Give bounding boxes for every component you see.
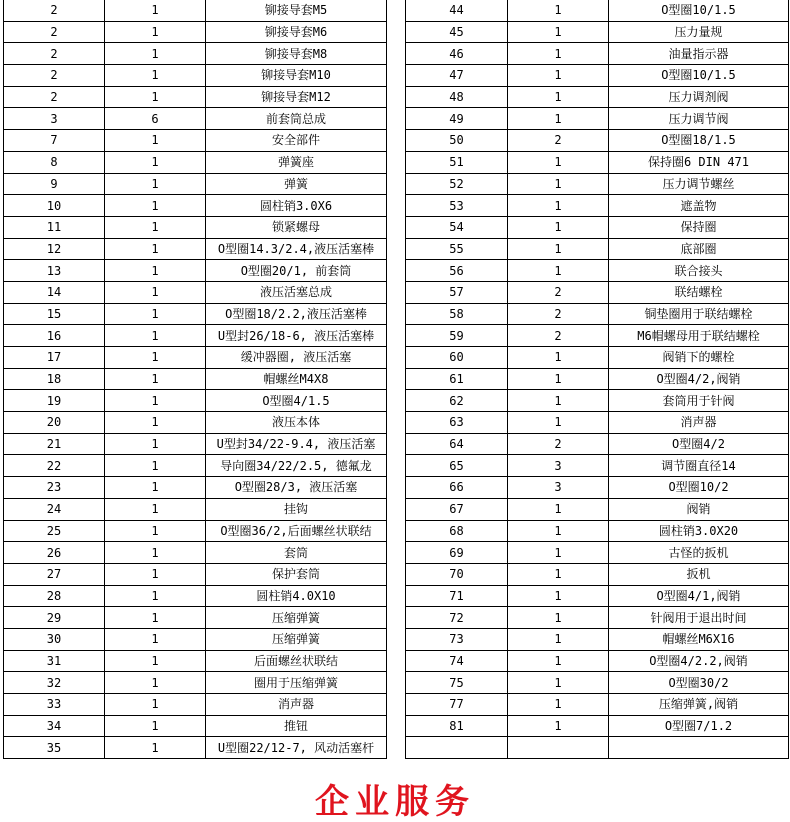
part-name-cell: 推钮 — [206, 715, 387, 737]
table-row — [406, 86, 789, 108]
item-number-cell: 18 — [4, 368, 105, 390]
table-row — [406, 108, 789, 130]
part-name-cell: 圆柱销3.0X6 — [206, 195, 387, 217]
quantity-cell: 1 — [508, 412, 609, 434]
table-row — [406, 368, 789, 390]
part-name-cell: 保持圈6 DIN 471 — [609, 151, 789, 173]
table-row — [406, 412, 789, 434]
item-number-cell: 10 — [4, 195, 105, 217]
item-number-cell: 35 — [4, 737, 105, 759]
quantity-cell: 1 — [105, 715, 206, 737]
table-row — [4, 477, 387, 499]
quantity-cell: 1 — [508, 195, 609, 217]
item-number-cell: 47 — [406, 65, 508, 87]
quantity-cell: 1 — [105, 498, 206, 520]
item-number-cell: 52 — [406, 173, 508, 195]
table-row — [406, 628, 789, 650]
part-name-cell: 圆柱销3.0X20 — [609, 520, 789, 542]
quantity-cell: 1 — [105, 520, 206, 542]
item-number-cell: 64 — [406, 433, 508, 455]
table-row — [4, 303, 387, 325]
quantity-cell: 1 — [105, 607, 206, 629]
quantity-cell: 1 — [105, 43, 206, 65]
part-name-cell: M6帽螺母用于联结螺栓 — [609, 325, 789, 347]
part-name-cell: 弹簧 — [206, 173, 387, 195]
table-row — [406, 195, 789, 217]
part-name-cell: 阀销下的螺栓 — [609, 347, 789, 369]
quantity-cell: 2 — [508, 325, 609, 347]
quantity-cell: 1 — [105, 585, 206, 607]
table-row — [4, 65, 387, 87]
table-row — [406, 216, 789, 238]
table-row — [406, 151, 789, 173]
quantity-cell: 1 — [105, 368, 206, 390]
part-name-cell: 压力调剂阀 — [609, 86, 789, 108]
table-row — [4, 260, 387, 282]
quantity-cell: 1 — [508, 520, 609, 542]
item-number-cell: 17 — [4, 347, 105, 369]
quantity-cell: 1 — [105, 21, 206, 43]
item-number-cell: 66 — [406, 477, 508, 499]
part-name-cell: 铜垫圈用于联结螺栓 — [609, 303, 789, 325]
quantity-cell: 1 — [508, 715, 609, 737]
quantity-cell: 1 — [508, 216, 609, 238]
item-number-cell: 25 — [4, 520, 105, 542]
table-row — [406, 715, 789, 737]
item-number-cell: 26 — [4, 542, 105, 564]
item-number-cell: 33 — [4, 694, 105, 716]
item-number-cell: 61 — [406, 368, 508, 390]
item-number-cell: 29 — [4, 607, 105, 629]
table-row — [4, 585, 387, 607]
quantity-cell: 1 — [105, 433, 206, 455]
part-name-cell: O型圈10/1.5 — [609, 65, 789, 87]
quantity-cell: 1 — [105, 303, 206, 325]
part-name-cell: O型圈4/2,阀销 — [609, 368, 789, 390]
quantity-cell: 1 — [508, 650, 609, 672]
quantity-cell: 1 — [508, 563, 609, 585]
table-row — [406, 65, 789, 87]
table-row — [4, 0, 387, 21]
item-number-cell: 53 — [406, 195, 508, 217]
part-name-cell: O型圈10/1.5 — [609, 0, 789, 21]
item-number-cell: 59 — [406, 325, 508, 347]
part-name-cell — [609, 737, 789, 759]
quantity-cell: 1 — [105, 86, 206, 108]
parts-table-left-body — [4, 0, 387, 759]
item-number-cell: 3 — [4, 108, 105, 130]
item-number-cell: 44 — [406, 0, 508, 21]
item-number-cell: 2 — [4, 86, 105, 108]
table-row — [4, 21, 387, 43]
quantity-cell: 1 — [105, 412, 206, 434]
table-row — [4, 325, 387, 347]
item-number-cell: 57 — [406, 281, 508, 303]
part-name-cell: U型封26/18-6, 液压活塞棒 — [206, 325, 387, 347]
part-name-cell: O型圈28/3, 液压活塞 — [206, 477, 387, 499]
part-name-cell: O型圈10/2 — [609, 477, 789, 499]
part-name-cell: 调节圈直径14 — [609, 455, 789, 477]
quantity-cell: 1 — [105, 173, 206, 195]
part-name-cell: 阀销 — [609, 498, 789, 520]
table-row — [406, 650, 789, 672]
part-name-cell: 保护套筒 — [206, 563, 387, 585]
quantity-cell: 1 — [105, 325, 206, 347]
part-name-cell: 联结螺栓 — [609, 281, 789, 303]
table-row — [406, 303, 789, 325]
table-row — [4, 694, 387, 716]
table-row — [4, 455, 387, 477]
table-row — [4, 737, 387, 759]
part-name-cell: 底部圈 — [609, 238, 789, 260]
item-number-cell: 24 — [4, 498, 105, 520]
part-name-cell: 压缩弹簧 — [206, 607, 387, 629]
part-name-cell: 保持圈 — [609, 216, 789, 238]
quantity-cell: 1 — [508, 86, 609, 108]
quantity-cell: 1 — [508, 65, 609, 87]
section-heading: 企业服务 — [315, 782, 475, 822]
item-number-cell: 71 — [406, 585, 508, 607]
part-name-cell: O型圈36/2,后面螺丝状联结 — [206, 520, 387, 542]
item-number-cell: 7 — [4, 130, 105, 152]
part-name-cell: 压缩弹簧 — [206, 628, 387, 650]
parts-table-left — [3, 0, 387, 759]
quantity-cell: 1 — [105, 0, 206, 21]
quantity-cell: 1 — [105, 347, 206, 369]
item-number-cell: 22 — [4, 455, 105, 477]
item-number-cell — [406, 737, 508, 759]
item-number-cell: 2 — [4, 65, 105, 87]
table-row — [4, 715, 387, 737]
quantity-cell: 2 — [508, 130, 609, 152]
item-number-cell: 16 — [4, 325, 105, 347]
part-name-cell: 铆接导套M12 — [206, 86, 387, 108]
item-number-cell: 67 — [406, 498, 508, 520]
quantity-cell: 3 — [508, 455, 609, 477]
part-name-cell: 消声器 — [609, 412, 789, 434]
item-number-cell: 73 — [406, 628, 508, 650]
quantity-cell: 1 — [508, 628, 609, 650]
item-number-cell: 63 — [406, 412, 508, 434]
item-number-cell: 19 — [4, 390, 105, 412]
table-row — [406, 173, 789, 195]
item-number-cell: 72 — [406, 607, 508, 629]
part-name-cell: O型圈18/1.5 — [609, 130, 789, 152]
part-name-cell: 液压活塞总成 — [206, 281, 387, 303]
quantity-cell: 6 — [105, 108, 206, 130]
item-number-cell: 50 — [406, 130, 508, 152]
quantity-cell: 1 — [508, 21, 609, 43]
part-name-cell: 铆接导套M5 — [206, 0, 387, 21]
part-name-cell: 针阀用于退出时间 — [609, 607, 789, 629]
quantity-cell: 1 — [508, 347, 609, 369]
part-name-cell: 套筒 — [206, 542, 387, 564]
part-name-cell: 锁紧螺母 — [206, 216, 387, 238]
item-number-cell: 45 — [406, 21, 508, 43]
table-row — [4, 520, 387, 542]
table-row — [406, 694, 789, 716]
table-row — [406, 520, 789, 542]
part-name-cell: 消声器 — [206, 694, 387, 716]
part-name-cell: 后面螺丝状联结 — [206, 650, 387, 672]
table-row — [406, 347, 789, 369]
item-number-cell: 9 — [4, 173, 105, 195]
item-number-cell: 58 — [406, 303, 508, 325]
quantity-cell: 1 — [105, 281, 206, 303]
part-name-cell: 压力调节螺丝 — [609, 173, 789, 195]
item-number-cell: 51 — [406, 151, 508, 173]
part-name-cell: 遮盖物 — [609, 195, 789, 217]
quantity-cell: 1 — [508, 0, 609, 21]
part-name-cell: 套筒用于针阀 — [609, 390, 789, 412]
item-number-cell: 11 — [4, 216, 105, 238]
table-row — [4, 390, 387, 412]
table-row — [406, 498, 789, 520]
item-number-cell: 15 — [4, 303, 105, 325]
item-number-cell: 12 — [4, 238, 105, 260]
part-name-cell: 圆柱销4.0X10 — [206, 585, 387, 607]
quantity-cell: 1 — [508, 151, 609, 173]
part-name-cell: 挂钩 — [206, 498, 387, 520]
quantity-cell: 1 — [508, 542, 609, 564]
quantity-cell: 1 — [105, 151, 206, 173]
table-row — [4, 607, 387, 629]
table-row — [4, 672, 387, 694]
quantity-cell: 1 — [508, 368, 609, 390]
part-name-cell: O型圈18/2.2,液压活塞棒 — [206, 303, 387, 325]
part-name-cell: O型圈7/1.2 — [609, 715, 789, 737]
table-row — [4, 86, 387, 108]
parts-table-right — [405, 0, 789, 759]
quantity-cell: 1 — [105, 238, 206, 260]
part-name-cell: 油量指示器 — [609, 43, 789, 65]
quantity-cell: 3 — [508, 477, 609, 499]
item-number-cell: 20 — [4, 412, 105, 434]
item-number-cell: 49 — [406, 108, 508, 130]
table-row — [406, 0, 789, 21]
part-name-cell: 铆接导套M6 — [206, 21, 387, 43]
table-row — [4, 43, 387, 65]
table-row — [4, 238, 387, 260]
item-number-cell: 69 — [406, 542, 508, 564]
quantity-cell: 1 — [508, 390, 609, 412]
table-row — [406, 542, 789, 564]
part-name-cell: 前套筒总成 — [206, 108, 387, 130]
part-name-cell: U型封34/22-9.4, 液压活塞 — [206, 433, 387, 455]
quantity-cell: 1 — [105, 260, 206, 282]
part-name-cell: O型圈30/2 — [609, 672, 789, 694]
table-row — [4, 173, 387, 195]
part-name-cell: O型圈4/1,阀销 — [609, 585, 789, 607]
quantity-cell: 2 — [508, 433, 609, 455]
table-row — [4, 563, 387, 585]
part-name-cell: 联合接头 — [609, 260, 789, 282]
item-number-cell: 32 — [4, 672, 105, 694]
part-name-cell: 铆接导套M8 — [206, 43, 387, 65]
item-number-cell: 55 — [406, 238, 508, 260]
quantity-cell: 1 — [105, 390, 206, 412]
quantity-cell: 1 — [508, 607, 609, 629]
part-name-cell: O型圈4/2 — [609, 433, 789, 455]
part-name-cell: 帽螺丝M4X8 — [206, 368, 387, 390]
table-row — [4, 498, 387, 520]
table-row — [4, 650, 387, 672]
part-name-cell: 弹簧座 — [206, 151, 387, 173]
part-name-cell: 压缩弹簧,阀销 — [609, 694, 789, 716]
table-row — [406, 43, 789, 65]
quantity-cell: 2 — [508, 281, 609, 303]
item-number-cell: 14 — [4, 281, 105, 303]
item-number-cell: 54 — [406, 216, 508, 238]
quantity-cell: 1 — [105, 628, 206, 650]
item-number-cell: 75 — [406, 672, 508, 694]
quantity-cell: 1 — [105, 737, 206, 759]
part-name-cell: 安全部件 — [206, 130, 387, 152]
part-name-cell: 圈用于压缩弹簧 — [206, 672, 387, 694]
item-number-cell: 60 — [406, 347, 508, 369]
quantity-cell: 1 — [508, 672, 609, 694]
item-number-cell: 23 — [4, 477, 105, 499]
item-number-cell: 2 — [4, 0, 105, 21]
quantity-cell: 1 — [105, 563, 206, 585]
item-number-cell: 77 — [406, 694, 508, 716]
table-row — [406, 563, 789, 585]
item-number-cell: 48 — [406, 86, 508, 108]
table-row — [406, 455, 789, 477]
item-number-cell: 68 — [406, 520, 508, 542]
quantity-cell: 2 — [508, 303, 609, 325]
item-number-cell: 30 — [4, 628, 105, 650]
item-number-cell: 56 — [406, 260, 508, 282]
part-name-cell: U型圈22/12-7, 风动活塞杆 — [206, 737, 387, 759]
table-row — [406, 477, 789, 499]
quantity-cell: 1 — [508, 43, 609, 65]
part-name-cell: 导向圈34/22/2.5, 德氟龙 — [206, 455, 387, 477]
item-number-cell: 62 — [406, 390, 508, 412]
part-name-cell: 压力量规 — [609, 21, 789, 43]
item-number-cell: 21 — [4, 433, 105, 455]
table-row — [4, 368, 387, 390]
quantity-cell: 1 — [508, 108, 609, 130]
quantity-cell: 1 — [508, 694, 609, 716]
table-row — [406, 672, 789, 694]
item-number-cell: 31 — [4, 650, 105, 672]
item-number-cell: 2 — [4, 21, 105, 43]
table-row — [4, 281, 387, 303]
quantity-cell: 1 — [105, 672, 206, 694]
item-number-cell: 34 — [4, 715, 105, 737]
item-number-cell: 8 — [4, 151, 105, 173]
quantity-cell: 1 — [508, 260, 609, 282]
item-number-cell: 81 — [406, 715, 508, 737]
item-number-cell: 70 — [406, 563, 508, 585]
part-name-cell: 缓冲器圈, 液压活塞 — [206, 347, 387, 369]
table-row — [4, 195, 387, 217]
item-number-cell: 28 — [4, 585, 105, 607]
part-name-cell: 铆接导套M10 — [206, 65, 387, 87]
table-row — [4, 628, 387, 650]
item-number-cell: 65 — [406, 455, 508, 477]
quantity-cell: 1 — [508, 173, 609, 195]
quantity-cell — [508, 737, 609, 759]
quantity-cell: 1 — [105, 477, 206, 499]
part-name-cell: O型圈4/2.2,阀销 — [609, 650, 789, 672]
table-row — [406, 260, 789, 282]
item-number-cell: 13 — [4, 260, 105, 282]
item-number-cell: 27 — [4, 563, 105, 585]
part-name-cell: O型圈4/1.5 — [206, 390, 387, 412]
table-row — [406, 433, 789, 455]
quantity-cell: 1 — [105, 650, 206, 672]
quantity-cell: 1 — [105, 455, 206, 477]
quantity-cell: 1 — [105, 130, 206, 152]
table-row — [406, 130, 789, 152]
quantity-cell: 1 — [508, 238, 609, 260]
table-row — [406, 390, 789, 412]
part-name-cell: O型圈20/1, 前套筒 — [206, 260, 387, 282]
table-row — [406, 585, 789, 607]
table-row — [406, 325, 789, 347]
table-row — [4, 216, 387, 238]
table-row — [406, 607, 789, 629]
item-number-cell: 46 — [406, 43, 508, 65]
quantity-cell: 1 — [105, 216, 206, 238]
table-row — [4, 108, 387, 130]
item-number-cell: 2 — [4, 43, 105, 65]
table-row — [406, 281, 789, 303]
part-name-cell: 帽螺丝M6X16 — [609, 628, 789, 650]
table-row — [406, 737, 789, 759]
table-row — [406, 21, 789, 43]
part-name-cell: 液压本体 — [206, 412, 387, 434]
quantity-cell: 1 — [508, 498, 609, 520]
table-row — [4, 347, 387, 369]
parts-table-right-body — [406, 0, 789, 759]
part-name-cell: 扳机 — [609, 563, 789, 585]
part-name-cell: O型圈14.3/2.4,液压活塞棒 — [206, 238, 387, 260]
table-row — [4, 433, 387, 455]
quantity-cell: 1 — [105, 195, 206, 217]
quantity-cell: 1 — [105, 542, 206, 564]
table-row — [4, 130, 387, 152]
quantity-cell: 1 — [508, 585, 609, 607]
item-number-cell: 74 — [406, 650, 508, 672]
table-row — [4, 542, 387, 564]
table-row — [406, 238, 789, 260]
part-name-cell: 古怪的扳机 — [609, 542, 789, 564]
table-row — [4, 151, 387, 173]
quantity-cell: 1 — [105, 694, 206, 716]
table-row — [4, 412, 387, 434]
part-name-cell: 压力调节阀 — [609, 108, 789, 130]
quantity-cell: 1 — [105, 65, 206, 87]
